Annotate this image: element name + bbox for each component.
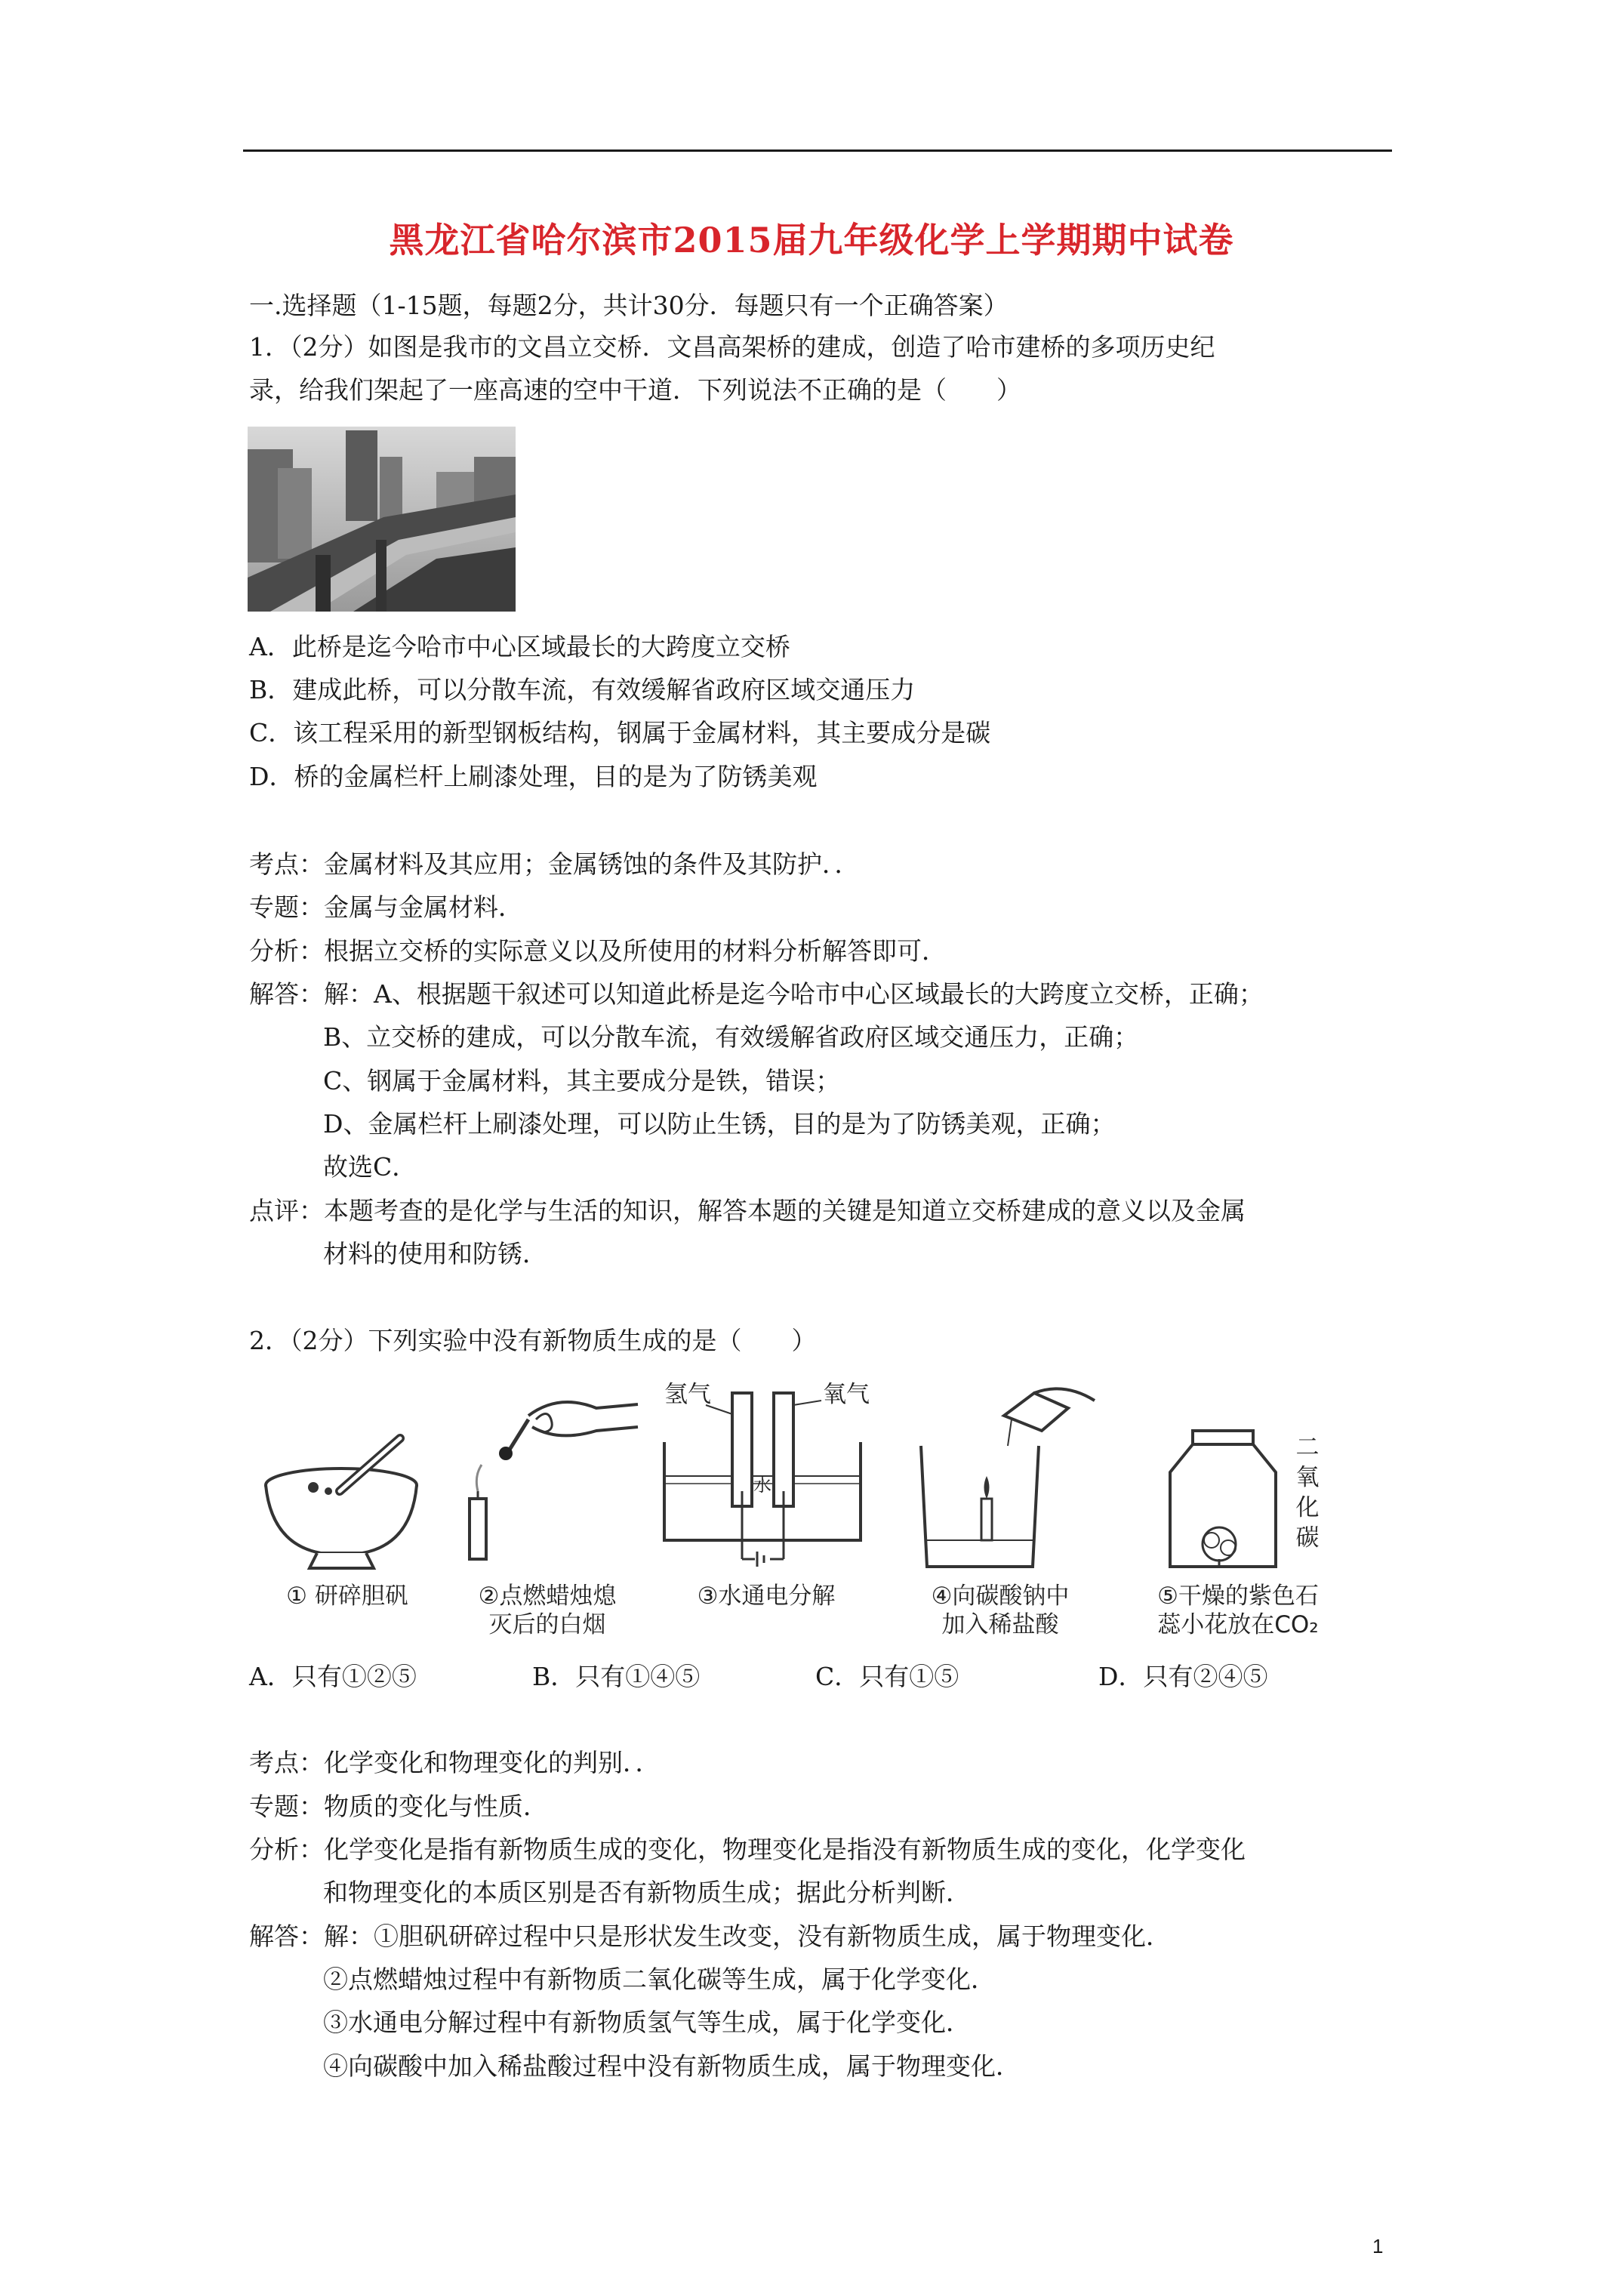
figure5-caption-line1: ⑤干燥的紫色石 [1157,1583,1319,1610]
q1-jieda-5: 故选C． [323,1152,417,1182]
q1-option-c: C．该工程采用的新型钢板结构，钢属于金属材料，其主要成分是碳 [249,718,991,747]
label-co2-3: 化 [1295,1494,1320,1521]
sodium-carbonate-acid-figure [906,1378,1102,1574]
section-heading: 一.选择题（1-15题，每题2分，共计30分．每题只有一个正确答案） [249,291,1009,320]
q2-option-c: C．只有①⑤ [815,1662,959,1691]
q1-jieda-1: 解答：解：A、根据题干叙述可以知道此桥是迄今哈市中心区域最长的大跨度立交桥，正确； [249,979,1264,1009]
q2-zhuanti: 专题：物质的变化与性质． [249,1792,548,1821]
label-co2-1: 二 [1295,1434,1320,1461]
label-co2-2: 氧 [1295,1464,1320,1491]
q1-stem-line1: 1．（2分）如图是我市的文昌立交桥．文昌高架桥的建成，创造了哈市建桥的多项历史纪 [249,332,1215,362]
q2-option-a: A．只有①②⑤ [249,1662,417,1691]
q2-stem: 2．（2分）下列实验中没有新物质生成的是（ ） [249,1326,817,1355]
q1-jieda-4: D、金属栏杆上刷漆处理，可以防止生锈，目的是为了防锈美观，正确； [323,1109,1116,1139]
page-number: 1 [1372,2235,1384,2257]
figure4-caption-line1: ④向碳酸钠中 [931,1583,1070,1610]
q2-option-b: B．只有①④⑤ [532,1662,701,1691]
label-co2-4: 碳 [1295,1524,1320,1552]
figure2-caption-line2: 灭后的白烟 [488,1611,606,1638]
page-title: 黑龙江省哈尔滨市2015届九年级化学上学期期中试卷 [389,220,1234,260]
label-water: 水 [753,1475,771,1496]
mortar-pestle-figure [257,1431,438,1574]
q1-option-a: A．此桥是迄今哈市中心区域最长的大跨度立交桥 [249,632,790,661]
q1-jieda-3: C、钢属于金属材料，其主要成分是铁，错误； [323,1066,841,1096]
candle-smoke-figure [445,1385,642,1567]
figure2-caption-line1: ②点燃蜡烛熄 [478,1583,617,1610]
co2-jar-figure [1159,1427,1287,1570]
q2-jieda-3: ③水通电分解过程中有新物质氢气等生成，属于化学变化． [323,2008,971,2037]
figure1-caption: ① 研碎胆矾 [286,1583,408,1610]
q2-fenxi-1: 分析：化学变化是指有新物质生成的变化，物理变化是指没有新物质生成的变化，化学变化 [249,1835,1246,1864]
q1-zhuanti: 专题：金属与金属材料． [249,892,523,922]
label-hydrogen: 氢气 [664,1381,711,1408]
q1-dianping-1: 点评：本题考查的是化学与生活的知识，解答本题的关键是知道立交桥建成的意义以及金属 [249,1196,1246,1225]
q1-dianping-2: 材料的使用和防锈． [323,1239,547,1268]
q2-jieda-2: ②点燃蜡烛过程中有新物质二氧化碳等生成，属于化学变化． [323,1965,996,1994]
q2-fenxi-2: 和物理变化的本质区别是否有新物质生成；据此分析判断． [323,1878,971,1907]
figure3-caption: ③水通电分解 [697,1583,836,1610]
q2-option-d: D．只有②④⑤ [1098,1662,1268,1691]
q1-option-d: D．桥的金属栏杆上刷漆处理，目的是为了防锈美观 [249,762,818,791]
q2-kaodian: 考点：化学变化和物理变化的判别．． [249,1748,661,1777]
q2-jieda-1: 解答：解：①胆矾研碎过程中只是形状发生改变，没有新物质生成，属于物理变化． [249,1922,1171,1951]
q1-fenxi: 分析：根据立交桥的实际意义以及所使用的材料分析解答即可． [249,936,947,966]
figure5-caption-line2: 蕊小花放在CO₂ [1157,1611,1319,1638]
figure4-caption-line2: 加入稀盐酸 [941,1611,1059,1638]
q1-option-b: B．建成此桥，可以分散车流，有效缓解省政府区域交通压力 [249,675,916,704]
q1-stem-line2: 录，给我们架起了一座高速的空中干道．下列说法不正确的是（ ） [249,375,1021,405]
q2-jieda-4: ④向碳酸中加入稀盐酸过程中没有新物质生成，属于物理变化． [323,2051,1021,2081]
q1-jieda-2: B、立交桥的建成，可以分散车流，有效缓解省政府区域交通压力，正确； [323,1022,1139,1052]
bridge-photo [248,427,516,612]
label-oxygen: 氧气 [823,1381,870,1408]
q1-kaodian: 考点：金属材料及其应用；金属锈蚀的条件及其防护．． [249,849,860,879]
header-rule [243,149,1392,152]
